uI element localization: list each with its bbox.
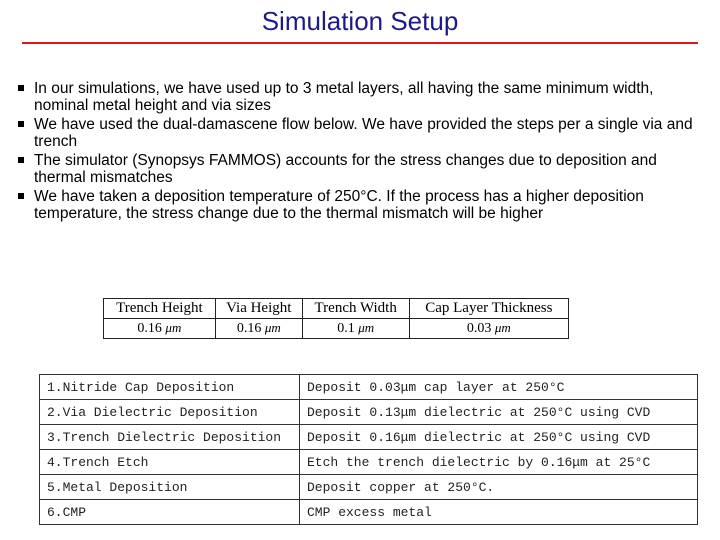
title-divider	[22, 42, 698, 44]
table-header-row	[104, 299, 569, 319]
process-steps-table	[39, 374, 698, 525]
table-row	[40, 450, 698, 475]
table-row	[40, 375, 698, 400]
step-name: 5.Metal Deposition	[40, 475, 300, 500]
bullet-text: In our simulations, we have used up to 3 metal layers, all having the same minimum width, nominal metal height and via sizes	[34, 80, 654, 114]
bullet-text: We have used the dual-damascene flow below. We have provided the steps per a single via and trench	[34, 116, 693, 150]
table-row	[40, 425, 698, 450]
step-action: Deposit 0.03μm cap layer at 250°C	[300, 375, 698, 400]
square-bullet-icon	[18, 121, 24, 127]
step-name: 2.Via Dielectric Deposition	[40, 400, 300, 425]
square-bullet-icon	[18, 193, 24, 199]
unit-label: μm	[264, 320, 281, 335]
step-action: CMP excess metal	[300, 500, 698, 525]
step-action: Etch the trench dielectric by 0.16μm at 25°C	[300, 450, 698, 475]
step-action: Deposit 0.13μm dielectric at 250°C using CVD	[300, 400, 698, 425]
unit-label: μm	[494, 320, 511, 335]
header-via-height: Via Height	[215, 299, 302, 319]
slide-title: Simulation Setup	[261, 6, 459, 36]
dimensions-table	[103, 298, 569, 339]
step-name: 4.Trench Etch	[40, 450, 300, 475]
table-row	[40, 500, 698, 525]
square-bullet-icon	[18, 85, 24, 91]
table-row	[40, 475, 698, 500]
step-name: 1.Nitride Cap Deposition	[40, 375, 300, 400]
header-trench-height: Trench Height	[104, 299, 216, 319]
table-row	[104, 319, 569, 339]
bullet-list	[18, 80, 698, 224]
step-action: Deposit copper at 250°C.	[300, 475, 698, 500]
bullet-item	[18, 80, 698, 114]
bullet-item	[18, 188, 698, 222]
value-cap-layer-thickness: 0.03 μm	[409, 319, 568, 339]
unit-label: μm	[358, 320, 375, 335]
bullet-text: The simulator (Synopsys FAMMOS) accounts for the stress changes due to deposition and thermal mismatches	[34, 152, 657, 186]
bullet-item	[18, 116, 698, 150]
header-cap-layer-thickness: Cap Layer Thickness	[409, 299, 568, 319]
step-name: 6.CMP	[40, 500, 300, 525]
step-name: 3.Trench Dielectric Deposition	[40, 425, 300, 450]
table-row	[40, 400, 698, 425]
bullet-text: We have taken a deposition temperature of 250°C. If the process has a higher deposition temperature, the stress change due to the thermal mismatch will be higher	[34, 188, 644, 222]
value-via-height: 0.16 μm	[215, 319, 302, 339]
step-action: Deposit 0.16μm dielectric at 250°C using CVD	[300, 425, 698, 450]
unit-label: μm	[165, 320, 182, 335]
value-trench-height: 0.16 μm	[104, 319, 216, 339]
square-bullet-icon	[18, 157, 24, 163]
bullet-item	[18, 152, 698, 186]
value-trench-width: 0.1 μm	[302, 319, 409, 339]
header-trench-width: Trench Width	[302, 299, 409, 319]
